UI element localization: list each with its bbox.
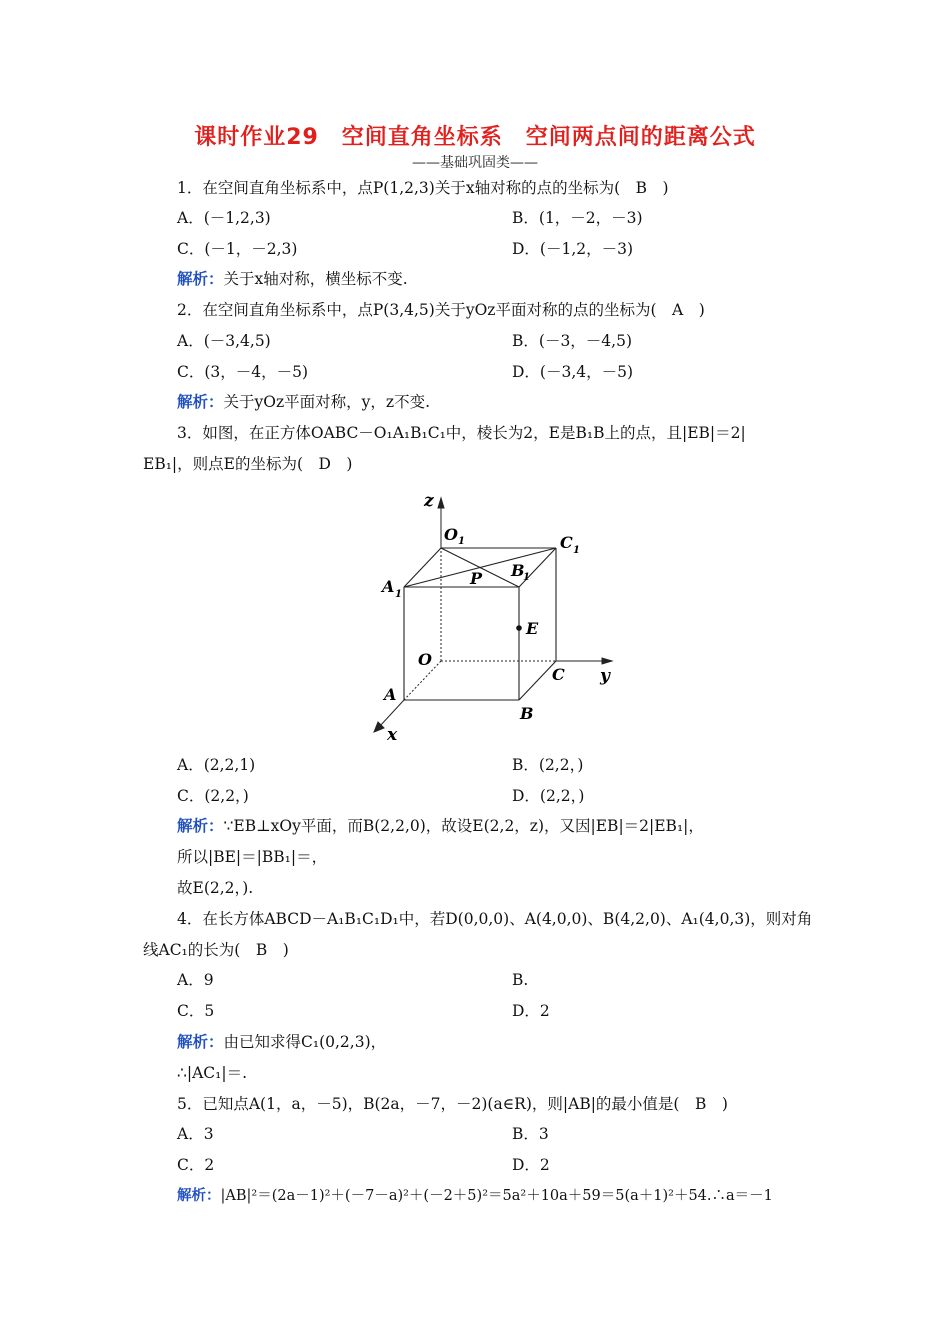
question-2-option-c: C．(3，－4，－5) xyxy=(177,363,309,381)
question-5-option-d: D．2 xyxy=(512,1156,550,1174)
solution-text: ∵EB⊥xOy平面，而B(2,2,0)，故设E(2,2，z)，又因|EB|＝2|EB₁|， xyxy=(223,817,704,835)
question-5-option-a: A．3 xyxy=(177,1125,214,1143)
question-3-option-a: A．(2,2,1) xyxy=(177,756,256,774)
vertex-b1-label: B xyxy=(511,561,525,580)
question-3-solution-line3: 故E(2,2，). xyxy=(177,879,254,897)
question-3-solution-line2: 所以|BE|＝|BB₁|＝， xyxy=(177,848,328,866)
vertex-o1-label: O xyxy=(444,525,458,544)
section-subtitle: ——基础巩固类—— xyxy=(412,155,538,171)
solution-text: |AB|²＝(2a－1)²＋(－7－a)²＋(－2＋5)²＝5a²＋10a＋59＝5(a＋1)²＋54.∴a＝－1 xyxy=(220,1188,773,1204)
vertex-c1-label: C xyxy=(560,533,573,552)
question-5-stem: 5．已知点A(1，a，－5)，B(2a，－7，－2)(a∈R)，则|AB|的最小值是( B ) xyxy=(177,1095,728,1113)
point-e-dot xyxy=(516,625,522,631)
question-4-stem-line1: 4．在长方体ABCD－A₁B₁C₁D₁中，若D(0,0,0)、A(4,0,0)、B(4,2,0)、A₁(4,0,3)，则对角 xyxy=(177,910,813,928)
question-1-stem: 1．在空间直角坐标系中，点P(1,2,3)关于x轴对称的点的坐标为( B ) xyxy=(177,179,669,197)
question-3-stem-line1: 3．如图，在正方体OABC－O₁A₁B₁C₁中，棱长为2，E是B₁B上的点，且|EB|＝2| xyxy=(177,424,746,442)
question-4-solution-line1 xyxy=(177,1032,386,1052)
question-3-option-b: B．(2,2，) xyxy=(512,756,584,774)
question-3-option-d: D．(2,2，) xyxy=(512,787,585,805)
point-p-label: P xyxy=(470,569,483,588)
question-4-option-a: A．9 xyxy=(177,971,214,989)
question-5-option-b: B．3 xyxy=(512,1125,549,1143)
solution-label: 解析： xyxy=(177,269,224,288)
vertex-c1-sub: 1 xyxy=(573,545,580,556)
question-3-option-c: C．(2,2，) xyxy=(177,787,249,805)
question-5-option-c: C．2 xyxy=(177,1156,215,1174)
vertex-a-label: A xyxy=(384,685,397,704)
question-4-option-b: B. xyxy=(512,971,529,989)
point-e-label: E xyxy=(526,619,539,638)
question-1-option-c: C．(－1，－2,3) xyxy=(177,240,298,258)
question-3-stem-line2: EB₁|，则点E的坐标为( D ) xyxy=(143,455,353,473)
axis-x-label: x xyxy=(387,725,398,745)
solution-text: 由已知求得C₁(0,2,3)， xyxy=(223,1033,387,1051)
solution-label: 解析： xyxy=(177,816,224,835)
vertex-c-label: C xyxy=(552,665,565,684)
question-3-solution-line1 xyxy=(177,816,704,836)
solution-label: 解析： xyxy=(177,1187,221,1204)
question-2-option-d: D．(－3,4，－5) xyxy=(512,363,634,381)
question-1-solution xyxy=(177,269,408,289)
question-4-solution-line2: ∴|AC₁|＝. xyxy=(177,1064,247,1082)
axis-y-label: y xyxy=(600,666,610,686)
question-2-stem: 2．在空间直角坐标系中，点P(3,4,5)关于yOz平面对称的点的坐标为( A ) xyxy=(177,301,705,319)
vertex-b-label: B xyxy=(520,704,534,723)
question-4-option-c: C．5 xyxy=(177,1002,215,1020)
question-2-option-a: A．(－3,4,5) xyxy=(177,332,271,350)
cube-figure xyxy=(360,488,630,750)
solution-text: 关于x轴对称，横坐标不变. xyxy=(223,270,408,288)
question-2-solution xyxy=(177,392,430,412)
question-2-option-b: B．(－3，－4,5) xyxy=(512,332,632,350)
vertex-b1-sub: 1 xyxy=(523,572,530,583)
page-title: 课时作业29 空间直角坐标系 空间两点间的距离公式 xyxy=(194,125,756,150)
solution-text: 关于yOz平面对称，y，z不变. xyxy=(223,393,430,411)
vertex-o-label: O xyxy=(418,650,432,669)
question-4-option-d: D．2 xyxy=(512,1002,550,1020)
question-1-option-b: B．(1，－2，－3) xyxy=(512,209,643,227)
question-1-option-d: D．(－1,2，－3) xyxy=(512,240,634,258)
solution-label: 解析： xyxy=(177,392,224,411)
question-5-solution xyxy=(177,1186,773,1206)
solution-label: 解析： xyxy=(177,1032,224,1051)
vertex-a1-label: A xyxy=(382,577,395,596)
question-1-option-a: A．(－1,2,3) xyxy=(177,209,271,227)
question-4-stem-line2: 线AC₁的长为( B ) xyxy=(143,941,289,959)
vertex-o1-sub: 1 xyxy=(458,536,465,547)
axis-z-label: z xyxy=(424,491,434,511)
vertex-a1-sub: 1 xyxy=(395,589,402,600)
